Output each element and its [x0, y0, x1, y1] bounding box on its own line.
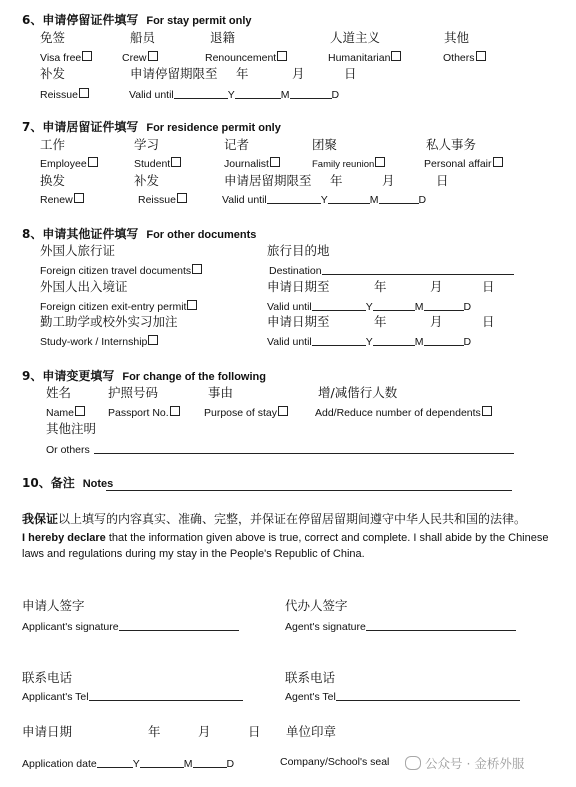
- visa-free-checkbox[interactable]: [82, 51, 92, 61]
- crew-cn-label: 船员: [130, 30, 156, 45]
- stay-valid-until-cn-label: 申请停留期限至: [130, 66, 218, 81]
- section-7-heading: 7、申请居留证件填写 For residence permit only: [22, 120, 281, 134]
- crew-checkbox[interactable]: [148, 51, 158, 61]
- personal-affair-option[interactable]: Personal affair: [424, 157, 503, 170]
- personal-affair-cn-label: 私人事务: [426, 137, 477, 152]
- valid-until-8b-cn-label: 申请日期至: [267, 314, 330, 329]
- month-cn-label: 月: [198, 724, 211, 739]
- stay-valid-until-field[interactable]: Valid until Y M D: [129, 89, 340, 101]
- purpose-cn-label: 事由: [208, 385, 234, 400]
- month-cn-label: 月: [292, 66, 305, 81]
- dependents-cn-label: 增/减偕行人数: [318, 385, 398, 400]
- day-cn-label: 日: [482, 314, 495, 329]
- valid-until-8a-field[interactable]: Valid until Y M D: [267, 301, 472, 313]
- destination-field[interactable]: Destination: [269, 264, 514, 277]
- family-reunion-checkbox[interactable]: [375, 157, 385, 167]
- reissue-7-checkbox[interactable]: [177, 193, 187, 203]
- student-cn-label: 学习: [134, 137, 160, 152]
- renew-checkbox[interactable]: [74, 193, 84, 203]
- or-others-field[interactable]: Or others: [46, 443, 514, 456]
- reissue-7-cn-label: 补发: [134, 173, 160, 188]
- applicant-tel-cn-label: 联系电话: [22, 670, 73, 685]
- student-option[interactable]: Student: [134, 157, 181, 170]
- study-work-checkbox[interactable]: [148, 335, 158, 345]
- exit-entry-permit-option[interactable]: Foreign citizen exit-entry permit: [40, 300, 197, 313]
- humanitarian-cn-label: 人道主义: [330, 30, 381, 45]
- declaration-en: I hereby declare that the information given above is true, correct and complete. I shall abide by the Chinese laws and regulations during my stay in the People's Republic of China.: [22, 532, 549, 560]
- wechat-icon: [405, 756, 421, 770]
- year-cn-label: 年: [330, 173, 343, 188]
- renouncement-checkbox[interactable]: [277, 51, 287, 61]
- applicant-tel-field[interactable]: Applicant's Tel: [22, 690, 243, 703]
- agent-signature-cn-label: 代办人签字: [285, 598, 348, 613]
- humanitarian-checkbox[interactable]: [391, 51, 401, 61]
- personal-affair-checkbox[interactable]: [493, 157, 503, 167]
- study-work-option[interactable]: Study-work / Internship: [40, 335, 158, 348]
- day-cn-label: 日: [248, 724, 261, 739]
- journalist-cn-label: 记者: [224, 137, 250, 152]
- day-cn-label: 日: [344, 66, 357, 81]
- employee-checkbox[interactable]: [88, 157, 98, 167]
- name-cn-label: 姓名: [46, 385, 72, 400]
- travel-document-checkbox[interactable]: [192, 264, 202, 274]
- seal-cn-label: 单位印章: [286, 724, 337, 739]
- travel-document-cn-label: 外国人旅行证: [40, 243, 116, 258]
- application-date-field[interactable]: Application date Y M D: [22, 758, 235, 770]
- journalist-option[interactable]: Journalist: [224, 157, 280, 170]
- others-option[interactable]: Others: [443, 51, 486, 64]
- renew-option[interactable]: Renew: [40, 193, 84, 206]
- year-cn-label: 年: [236, 66, 249, 81]
- crew-option[interactable]: Crew: [122, 51, 158, 64]
- renouncement-option[interactable]: Renouncement: [205, 51, 287, 64]
- reissue-7-option[interactable]: Reissue: [138, 193, 187, 206]
- name-checkbox[interactable]: [75, 406, 85, 416]
- purpose-of-stay-checkbox[interactable]: [278, 406, 288, 416]
- reissue-checkbox[interactable]: [79, 88, 89, 98]
- residence-valid-until-field[interactable]: Valid until Y M D: [222, 194, 427, 206]
- day-cn-label: 日: [436, 173, 449, 188]
- seal-field[interactable]: Company/School's seal: [280, 756, 390, 768]
- purpose-of-stay-option[interactable]: Purpose of stay: [204, 406, 288, 419]
- reunion-cn-label: 团聚: [312, 137, 338, 152]
- reissue-cn-label: 补发: [40, 66, 66, 81]
- passport-no-checkbox[interactable]: [170, 406, 180, 416]
- section-10-heading: 10、备注 Notes: [22, 476, 114, 490]
- dependents-option[interactable]: Add/Reduce number of dependents: [315, 406, 492, 419]
- month-cn-label: 月: [430, 279, 443, 294]
- others-checkbox[interactable]: [476, 51, 486, 61]
- passport-no-option[interactable]: Passport No.: [108, 406, 180, 419]
- name-option[interactable]: Name: [46, 406, 85, 419]
- applicant-signature-field[interactable]: Applicant's signature: [22, 620, 239, 633]
- others-note-cn-label: 其他注明: [46, 421, 97, 436]
- travel-document-option[interactable]: Foreign citizen travel documents: [40, 264, 202, 277]
- month-cn-label: 月: [382, 173, 395, 188]
- agent-tel-field[interactable]: Agent's Tel: [285, 690, 520, 703]
- year-cn-label: 年: [374, 279, 387, 294]
- employee-cn-label: 工作: [40, 137, 66, 152]
- section-6-heading: 6、申请停留证件填写 For stay permit only: [22, 13, 252, 27]
- employee-option[interactable]: Employee: [40, 157, 98, 170]
- renouncement-cn-label: 退籍: [210, 30, 236, 45]
- exit-entry-permit-checkbox[interactable]: [187, 300, 197, 310]
- month-cn-label: 月: [430, 314, 443, 329]
- passport-no-cn-label: 护照号码: [108, 385, 159, 400]
- family-reunion-option[interactable]: Family reunion: [312, 157, 385, 170]
- visa-free-cn-label: 免签: [40, 30, 66, 45]
- year-cn-label: 年: [374, 314, 387, 329]
- student-checkbox[interactable]: [171, 157, 181, 167]
- others-cn-label: 其他: [444, 30, 470, 45]
- destination-cn-label: 旅行目的地: [267, 243, 330, 258]
- application-date-cn-label: 申请日期: [22, 724, 73, 739]
- journalist-checkbox[interactable]: [270, 157, 280, 167]
- year-cn-label: 年: [148, 724, 161, 739]
- residence-valid-until-cn-label: 申请居留期限至: [224, 173, 312, 188]
- study-work-cn-label: 勤工助学或校外实习加注: [40, 314, 178, 329]
- day-cn-label: 日: [482, 279, 495, 294]
- declaration-cn: 我保证以上填写的内容真实、准确、完整，并保证在停留居留期间遵守中华人民共和国的法律。: [22, 512, 527, 526]
- valid-until-8a-cn-label: 申请日期至: [267, 279, 330, 294]
- humanitarian-option[interactable]: Humanitarian: [328, 51, 401, 64]
- wechat-watermark: 公众号 · 金桥外服: [405, 756, 524, 771]
- applicant-signature-cn-label: 申请人签字: [22, 598, 85, 613]
- section-9-heading: 9、申请变更填写 For change of the following: [22, 369, 266, 383]
- section-8-heading: 8、申请其他证件填写 For other documents: [22, 227, 257, 241]
- renew-cn-label: 换发: [40, 173, 66, 188]
- reissue-option[interactable]: Reissue: [40, 88, 89, 101]
- notes-field[interactable]: [106, 477, 512, 493]
- valid-until-8b-field[interactable]: Valid until Y M D: [267, 336, 472, 348]
- agent-signature-field[interactable]: Agent's signature: [285, 620, 516, 633]
- dependents-checkbox[interactable]: [482, 406, 492, 416]
- agent-tel-cn-label: 联系电话: [285, 670, 336, 685]
- visa-free-option[interactable]: Visa free: [40, 51, 92, 64]
- exit-entry-permit-cn-label: 外国人出入境证: [40, 279, 128, 294]
